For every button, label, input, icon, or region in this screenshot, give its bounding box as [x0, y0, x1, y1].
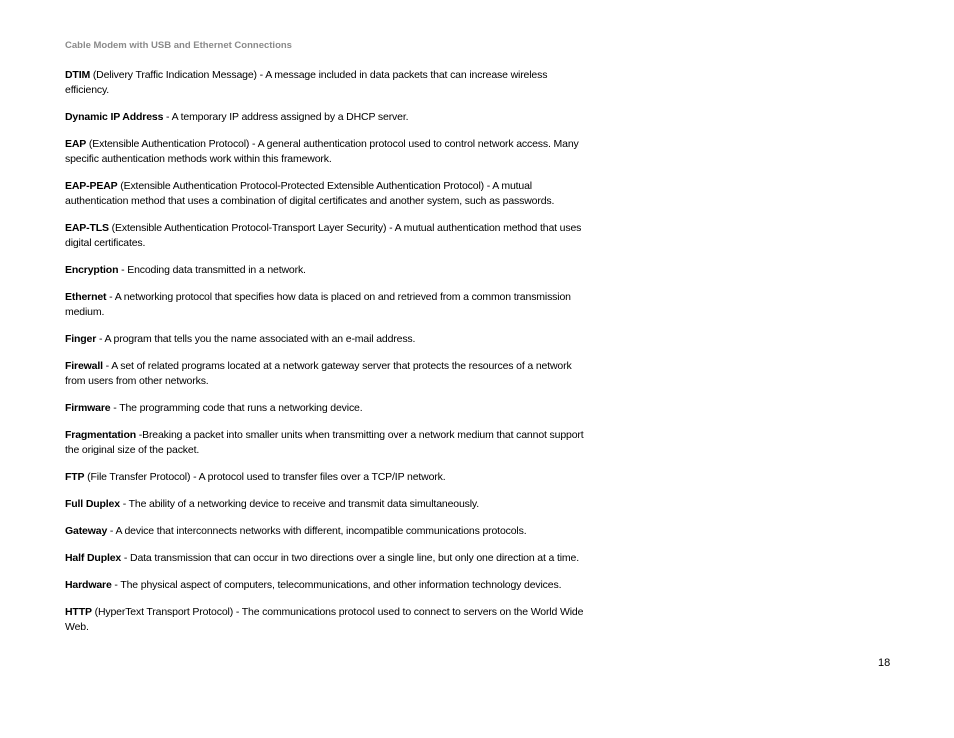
page-number: 18: [878, 657, 891, 669]
glossary-definition: - A program that tells you the name associated with an e-mail address.: [96, 333, 416, 345]
glossary-entry: [65, 332, 590, 347]
glossary-term: Gateway: [65, 525, 108, 537]
glossary-term: FTP: [65, 471, 85, 483]
glossary-definition: - A general authentication protocol used to control network access. Many specific authentication methods work within this framework.: [65, 138, 579, 165]
glossary-entry: [65, 401, 590, 416]
glossary-term: Encryption: [65, 264, 119, 276]
glossary-expansion: (Extensible Authentication Protocol): [86, 138, 250, 150]
glossary-entry: [65, 428, 590, 458]
glossary-definition: - A set of related programs located at a network gateway server that protects the resources of a network from users from other networks.: [65, 360, 572, 387]
glossary-term: Fragmentation: [65, 429, 136, 441]
glossary-entry: [65, 470, 590, 485]
glossary-entry: [65, 179, 590, 209]
glossary-term: Hardware: [65, 579, 112, 591]
glossary-term: Firewall: [65, 360, 103, 372]
glossary-expansion: (HyperText Transport Protocol): [91, 606, 234, 618]
glossary-definition: - The physical aspect of computers, telecommunications, and other information technology devices.: [111, 579, 562, 591]
glossary-term: Finger: [65, 333, 97, 345]
glossary-entry: [65, 497, 590, 512]
glossary-term: Full Duplex: [65, 498, 120, 510]
glossary-term: Firmware: [65, 402, 111, 414]
glossary-entry: [65, 290, 590, 320]
glossary-definition: - The communications protocol used to connect to servers on the World Wide Web.: [65, 606, 584, 633]
glossary-term: HTTP: [65, 606, 92, 618]
glossary-definition: - A device that interconnects networks with different, incompatible communications protocols.: [107, 525, 527, 537]
glossary-term: DTIM: [65, 69, 91, 81]
glossary-definition: -Breaking a packet into smaller units when transmitting over a network medium that cannot support the original size of the packet.: [65, 429, 584, 456]
glossary-entry: [65, 137, 590, 167]
glossary-entry: [65, 578, 590, 593]
glossary-term: EAP-PEAP: [65, 180, 118, 192]
glossary-expansion: (Delivery Traffic Indication Message): [90, 69, 257, 81]
glossary-entry: [65, 605, 590, 635]
glossary-expansion: (File Transfer Protocol): [84, 471, 191, 483]
glossary-term: EAP-TLS: [65, 222, 109, 234]
glossary-entry: [65, 221, 590, 251]
glossary-entry: [65, 263, 590, 278]
glossary-entry: [65, 524, 590, 539]
glossary-definition: - A protocol used to transfer files over a TCP/IP network.: [190, 471, 446, 483]
glossary-expansion: (Extensible Authentication Protocol-Protected Extensible Authentication Protocol): [117, 180, 484, 192]
glossary-definition: - A mutual authentication method that uses a combination of digital certificates and another system, such as passwords.: [65, 180, 555, 207]
glossary-definition: - A networking protocol that specifies how data is placed on and retrieved from a common transmission medium.: [65, 291, 571, 318]
glossary-definition: - A mutual authentication method that uses digital certificates.: [65, 222, 582, 249]
glossary-definition: - A temporary IP address assigned by a DHCP server.: [163, 111, 409, 123]
glossary: [65, 68, 590, 647]
glossary-definition: - A message included in data packets that can increase wireless efficiency.: [65, 69, 548, 96]
glossary-entry: [65, 359, 590, 389]
glossary-term: EAP: [65, 138, 87, 150]
glossary-entry: [65, 68, 590, 98]
glossary-term: Dynamic IP Address: [65, 111, 164, 123]
glossary-definition: - The ability of a networking device to receive and transmit data simultaneously.: [119, 498, 480, 510]
glossary-term: Half Duplex: [65, 552, 122, 564]
glossary-definition: - The programming code that runs a networking device.: [110, 402, 363, 414]
glossary-definition: - Data transmission that can occur in two directions over a single line, but only one direction at a time.: [121, 552, 579, 564]
running-header: Cable Modem with USB and Ethernet Connections: [65, 40, 292, 51]
glossary-term: Ethernet: [65, 291, 107, 303]
glossary-entry: [65, 110, 590, 125]
glossary-entry: [65, 551, 590, 566]
glossary-expansion: (Extensible Authentication Protocol-Transport Layer Security): [108, 222, 387, 234]
glossary-definition: - Encoding data transmitted in a network.: [118, 264, 306, 276]
